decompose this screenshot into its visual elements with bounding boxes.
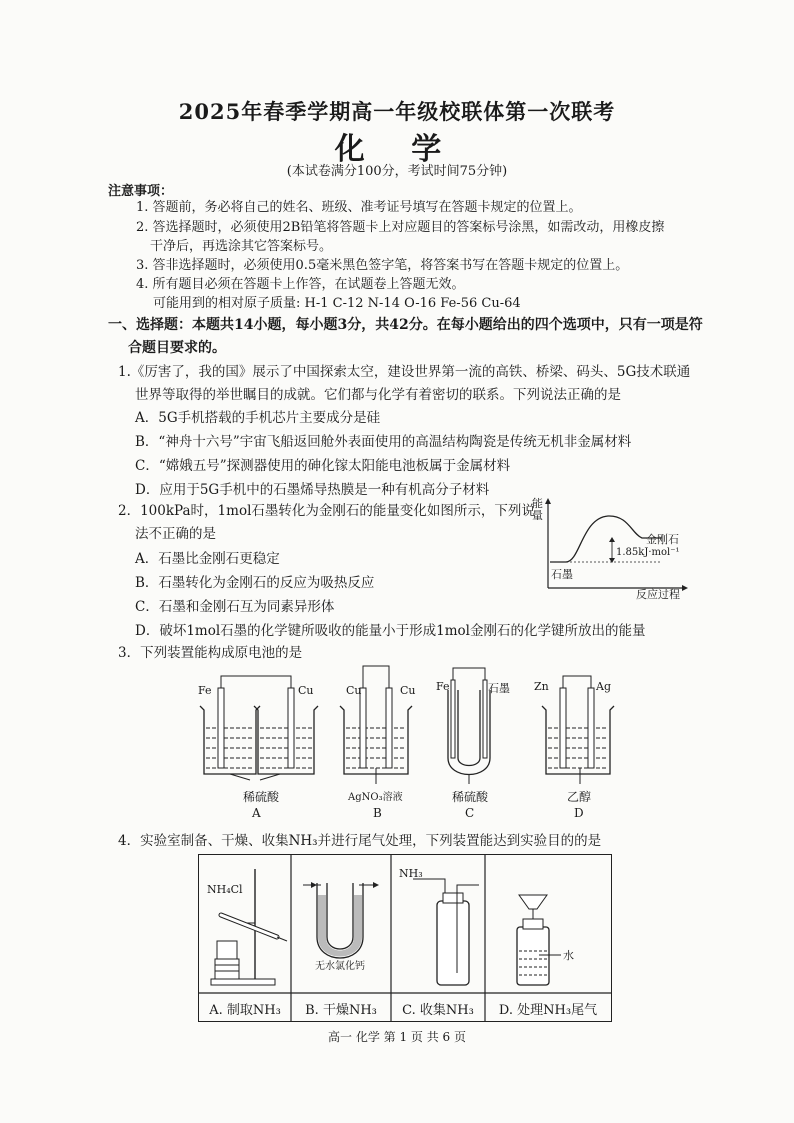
y-axis-label: 能量	[532, 497, 543, 522]
q4-apparatus-table	[198, 854, 612, 1022]
cell-b-right-electrode: Cu	[400, 684, 416, 697]
q2-option-a: A．石墨比金刚石更稳定	[135, 551, 280, 567]
cell-b-solution: AgNO₃溶液	[348, 792, 403, 803]
cell-b-letter: B	[373, 806, 382, 820]
q4-stem: 4．实验室制备、干燥、收集NH₃并进行尾气处理，下列装置能达到实验目的的是	[118, 833, 602, 849]
diamond-label: 金刚石	[646, 533, 679, 546]
q1-option-b: B．“神舟十六号”宇宙飞船返回舱外表面使用的高温结构陶瓷是传统无机非金属材料	[135, 434, 632, 450]
section-line-2: 合题目要求的。	[128, 340, 226, 356]
apparatus-c	[413, 879, 479, 985]
graphite-label: 石墨	[551, 568, 573, 581]
nh4cl-label: NH₄Cl	[207, 883, 243, 896]
cell-c-letter: C	[465, 806, 475, 820]
subject-title: 化 学	[334, 132, 460, 167]
q4-option-b: B. 干燥NH₃	[305, 1003, 377, 1018]
cell-d-right-electrode: Ag	[596, 680, 611, 693]
cell-c	[448, 668, 490, 784]
notice-item-3: 3. 答非选择题时，必须使用0.5毫米黑色签字笔，将答案书写在答题卡规定的位置上。	[136, 258, 629, 273]
q3-stem: 3．下列装置能构成原电池的是	[118, 645, 303, 661]
notice-item-2: 2. 答选择题时，必须使用2B铅笔将答题卡上对应题目的答案标号涂黑，如需改动，用橡皮擦	[136, 220, 665, 235]
cell-c-right-electrode: 石墨	[488, 682, 510, 695]
atomic-masses: 可能用到的相对原子质量: H-1 C-12 N-14 O-16 Fe-56 Cu-64	[153, 296, 521, 311]
cell-d-left-electrode: Zn	[534, 680, 549, 693]
x-axis-arrow	[682, 585, 688, 591]
water-label: 水	[563, 949, 574, 962]
cell-a-letter: A	[252, 806, 261, 820]
exam-title: 2025年春季学期高一年级校联体第一次联考	[178, 99, 616, 124]
cell-d-letter: D	[574, 806, 584, 820]
q2-stem-1: 2．100kPa时，1mol石墨转化为金刚石的能量变化如图所示，下列说	[118, 503, 535, 519]
cell-b-left-electrode: Cu	[346, 684, 362, 697]
q2-stem-2: 法不正确的是	[135, 526, 216, 542]
cell-a-right-electrode: Cu	[298, 684, 314, 697]
page-footer: 高一 化学 第 1 页 共 6 页	[328, 1030, 466, 1044]
notice-heading: 注意事项：	[108, 184, 174, 199]
cacl2-label: 无水氯化钙	[315, 961, 365, 972]
q4-option-c: C. 收集NH₃	[402, 1003, 474, 1018]
q2-option-c: C．石墨和金刚石互为同素异形体	[135, 599, 335, 615]
q2-option-b: B．石墨转化为金刚石的反应为吸热反应	[135, 575, 375, 591]
delta-label: 1.85kJ·mol⁻¹	[616, 547, 680, 558]
cell-d-solution: 乙醇	[567, 790, 592, 804]
cell-a-solution: 稀硫酸	[243, 790, 280, 804]
q1-option-a: A．5G手机搭载的手机芯片主要成分是硅	[135, 410, 381, 426]
section-line-1: 一、选择题：本题共14小题，每小题3分，共42分。在每小题给出的四个选项中，只有一项是符	[108, 317, 703, 333]
section-heading	[108, 314, 708, 360]
q1-stem-2: 世界等取得的举世瞩目的成就。它们都与化学有着密切的联系。下列说法正确的是	[135, 387, 621, 403]
q1-option-c: C．“嫦娥五号”探测器使用的砷化镓太阳能电池板属于金属材料	[135, 458, 511, 474]
q4-option-d: D. 处理NH₃尾气	[498, 1003, 598, 1018]
x-axis-label: 反应过程	[636, 588, 680, 601]
q2-option-d: D．破坏1mol石墨的化学键所吸收的能量小于形成1mol金刚石的化学键所放出的能量	[135, 623, 646, 639]
nh3-label: NH₃	[399, 867, 423, 880]
notice-item-1: 1. 答题前，务必将自己的姓名、班级、准考证号填写在答题卡规定的位置上。	[136, 200, 582, 215]
q1-stem-1: 1.《厉害了，我的国》展示了中国探索太空，建设世界第一流的高铁、桥梁、码头、5G技术联通	[118, 364, 691, 380]
cell-c-solution: 稀硫酸	[452, 790, 489, 804]
q4-option-a: A. 制取NH₃	[209, 1003, 281, 1018]
cell-c-left-electrode: Fe	[436, 680, 450, 693]
apparatus-b	[303, 882, 379, 958]
apparatus-d	[517, 895, 561, 985]
notice-item-2-cont: 干净后，再选涂其它答案标号。	[150, 239, 333, 254]
score-note: (本试卷满分100分，考试时间75分钟)	[286, 164, 508, 179]
cell-a-left-electrode: Fe	[198, 684, 212, 697]
notice-item-4: 4. 所有题目必须在答题卡上作答，在试题卷上答题无效。	[136, 277, 465, 292]
q1-option-d: D．应用于5G手机中的石墨烯导热膜是一种有机高分子材料	[135, 482, 490, 498]
